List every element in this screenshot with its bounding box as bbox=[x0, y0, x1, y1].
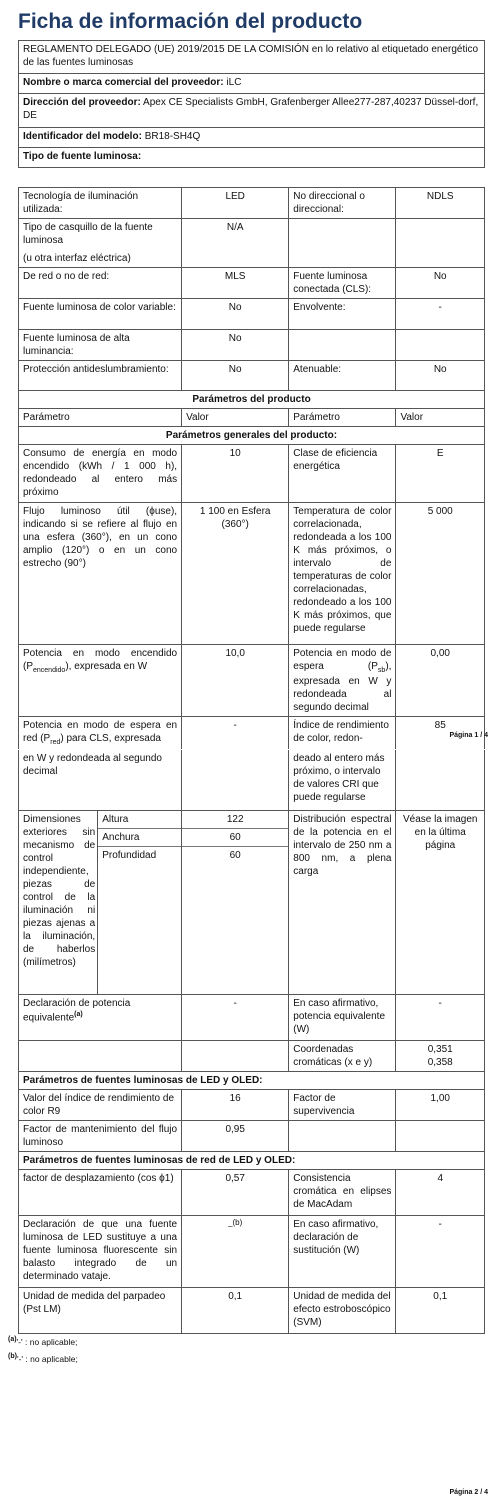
continued-value bbox=[396, 750, 485, 810]
source-label: Envolvente: bbox=[289, 298, 396, 329]
mains-param-value: - bbox=[396, 1215, 485, 1287]
dimension-value: 60 bbox=[182, 828, 288, 844]
regulation-intro: REGLAMENTO DELEGADO (UE) 2019/2015 DE LA COMISIÓN en lo relativo al etiquetado energético de las fuentes luminosas bbox=[19, 41, 485, 74]
source-label: Tecnología de iluminación utilizada: bbox=[19, 188, 182, 219]
source-label: De red o no de red: bbox=[19, 267, 182, 298]
source-value: LED bbox=[182, 188, 289, 219]
source-label bbox=[289, 329, 396, 360]
product-params-heading: Parámetros del producto bbox=[19, 390, 485, 408]
dimension-name: Anchura bbox=[98, 828, 181, 844]
mains-param-label: factor de desplazamiento (cos ϕ1) bbox=[19, 1169, 182, 1215]
dimensions-label: Dimensiones exteriores sin mecanismo de control independiente, piezas de control de la iluminación ni piezas ajenas a la iluminación, de haberlos (milímetros) bbox=[19, 810, 98, 994]
led-param-value bbox=[396, 1120, 485, 1151]
equivalent-power-w-label: En caso afirmativo, potencia equivalente (W) bbox=[289, 994, 396, 1040]
mains-param-value: 0,57 bbox=[182, 1169, 289, 1215]
general-param-label: Temperatura de color correlacionada, redondeada a los 100 K más próximos, o intervalo de temperaturas de color correlacionadas, redondeado a los 100 K más próximos, que puede regularse bbox=[289, 502, 396, 644]
source-value: N/A bbox=[182, 219, 289, 250]
supplier-address-label: Dirección del proveedor: bbox=[23, 97, 141, 108]
mains-param-value: 4 bbox=[396, 1169, 485, 1215]
source-value bbox=[182, 250, 289, 268]
dimension-name: Altura bbox=[102, 813, 129, 825]
dimension-value: 122 bbox=[226, 813, 244, 825]
general-param-label: Potencia en modo encendido $(P_{encendido})$, expresada en W bbox=[19, 644, 182, 716]
param-col-header: Parámetro bbox=[289, 408, 396, 426]
source-type-table bbox=[18, 187, 485, 749]
mains-param-label: Consistencia cromática en elipses de MacAdam bbox=[289, 1169, 396, 1215]
source-label: No direccional o direccional: bbox=[289, 188, 396, 219]
led-param-label: Valor del índice de rendimiento de color R9 bbox=[19, 1089, 182, 1120]
led-params-heading: Parámetros de fuentes luminosas de LED y OLED: bbox=[19, 1071, 485, 1089]
equivalent-power-w-value: - bbox=[396, 994, 485, 1040]
supplier-address-value: Apex CE Specialists GmbH, Grafenberger Allee277-287,40237 Düssel-dorf, DE bbox=[23, 97, 479, 121]
general-param-value: 5 000 bbox=[396, 502, 485, 644]
model-id-label: Identificador del modelo: bbox=[23, 131, 142, 142]
source-value: NDLS bbox=[396, 188, 485, 219]
page-number: Página 1 / 4 bbox=[449, 732, 488, 739]
page-1 bbox=[0, 0, 500, 745]
footnote-b: $^{(b)}$'-' : no aplicable; bbox=[8, 1353, 78, 1364]
value-col-header: Valor bbox=[182, 408, 289, 426]
general-param-label: Potencia en modo de espera en red $(P_{red})$ para CLS, expresada bbox=[19, 716, 182, 749]
supplier-address-row bbox=[19, 94, 485, 128]
page-number: Página 2 / 4 bbox=[449, 1489, 488, 1496]
source-label bbox=[289, 250, 396, 268]
model-id-value: BR18-SH4Q bbox=[144, 131, 201, 142]
led-param-value: 1,00 bbox=[396, 1089, 485, 1120]
dimension-name: Profundidad bbox=[98, 846, 181, 862]
general-param-label: Índice de rendimiento de color, redon- bbox=[289, 716, 396, 749]
supplier-name-value: iLC bbox=[226, 77, 242, 88]
led-param-value: 16 bbox=[182, 1089, 289, 1120]
general-param-value: 10,0 bbox=[182, 644, 289, 716]
continued-label: en W y redondeada al segundo decimal bbox=[19, 750, 182, 810]
source-value: - bbox=[396, 298, 485, 329]
led-param-label bbox=[289, 1120, 396, 1151]
chromaticity-label: Coordenadas cromáticas (x e y) bbox=[289, 1040, 396, 1071]
mains-param-label: En caso afirmativo, declaración de sustitución (W) bbox=[289, 1215, 396, 1287]
source-value: No bbox=[182, 360, 289, 390]
source-value: No bbox=[182, 329, 289, 360]
general-param-value: 85 bbox=[396, 716, 485, 749]
empty-cell bbox=[182, 1040, 289, 1071]
general-param-value: - bbox=[182, 716, 289, 749]
equivalent-power-label: Declaración de potencia equivalente$^{(a)}$ bbox=[19, 994, 182, 1040]
source-value: No bbox=[396, 360, 485, 390]
source-label: Fuente luminosa de alta luminancia: bbox=[19, 329, 182, 360]
source-type-heading: Tipo de fuente luminosa: bbox=[19, 148, 485, 168]
general-param-value: 10 bbox=[182, 444, 289, 502]
source-label: (u otra interfaz eléctrica) bbox=[19, 250, 182, 268]
continued-table bbox=[18, 750, 485, 1334]
general-param-value: 1 100 en Esfera (360°) bbox=[182, 502, 289, 644]
source-label: Atenuable: bbox=[289, 360, 396, 390]
source-label: Tipo de casquillo de la fuente luminosa bbox=[19, 219, 182, 250]
mains-param-label: Unidad de medida del efecto estroboscópico (SVM) bbox=[289, 1287, 396, 1333]
general-param-label: Potencia en modo de espera $(P_{sb})$, expresada en W y redondeada al segundo decimal bbox=[289, 644, 396, 716]
source-label: Fuente luminosa conectada (CLS): bbox=[289, 267, 396, 298]
dimension-value: 60 bbox=[182, 846, 288, 862]
continued-value bbox=[182, 750, 289, 810]
param-col-header: Parámetro bbox=[19, 408, 182, 426]
value-col-header: Valor bbox=[396, 408, 485, 426]
continued-label: deado al entero más próximo, o intervalo de valores CRI que puede regularse bbox=[289, 750, 396, 810]
source-value bbox=[396, 329, 485, 360]
led-param-label: Factor de mantenimiento del flujo luminoso bbox=[19, 1120, 182, 1151]
footnote-a: $^{(a)}$'-' : no aplicable; bbox=[8, 1336, 78, 1347]
supplier-name-row bbox=[19, 74, 485, 94]
mains-param-label: Unidad de medida del parpadeo (Pst LM) bbox=[19, 1287, 182, 1333]
page-title: Ficha de información del producto bbox=[18, 10, 363, 33]
spectral-distribution-label: Distribución espectral de la potencia en el intervalo de 250 nm a 800 nm, a plena carga bbox=[289, 810, 396, 994]
model-id-row bbox=[19, 128, 485, 148]
source-value bbox=[396, 219, 485, 250]
source-label bbox=[289, 219, 396, 250]
led-param-value: 0,95 bbox=[182, 1120, 289, 1151]
supplier-name-label: Nombre o marca comercial del proveedor: bbox=[23, 77, 224, 88]
mains-param-label: Declaración de que una fuente luminosa de LED sustituye a una fuente luminosa fluorescente sin balasto integrado de un determinado vataje. bbox=[19, 1215, 182, 1287]
source-value: No bbox=[182, 298, 289, 329]
empty-cell bbox=[19, 1040, 182, 1071]
source-value bbox=[396, 250, 485, 268]
general-param-label: Consumo de energía en modo encendido (kWh / 1 000 h), redondeado al entero más próximo bbox=[19, 444, 182, 502]
page-2 bbox=[0, 750, 500, 1500]
spectral-distribution-value: Véase la imagen en la última página bbox=[396, 810, 485, 994]
dimensions-values bbox=[182, 810, 289, 994]
source-value: MLS bbox=[182, 267, 289, 298]
led-param-label: Factor de supervivencia bbox=[289, 1089, 396, 1120]
header-table bbox=[18, 40, 485, 168]
general-param-value: E bbox=[396, 444, 485, 502]
mains-param-value: 0,1 bbox=[396, 1287, 485, 1333]
general-param-label: Flujo luminoso útil (ϕuse), indicando si se refiere al flujo en una esfera (360°), en un cono amplio (120°) o en un cono estrecho (90°) bbox=[19, 502, 182, 644]
source-label: Protección antideslumbramiento: bbox=[19, 360, 182, 390]
general-param-label: Clase de eficiencia energética bbox=[289, 444, 396, 502]
dimensions-names bbox=[98, 810, 182, 994]
source-value: No bbox=[396, 267, 485, 298]
mains-param-value: _(b) bbox=[182, 1215, 289, 1287]
chromaticity-value: 0,351 0,358 bbox=[396, 1040, 485, 1071]
equivalent-power-value: - bbox=[182, 994, 289, 1040]
source-label: Fuente luminosa de color variable: bbox=[19, 298, 182, 329]
general-params-heading: Parámetros generales del producto: bbox=[19, 426, 485, 444]
mains-params-heading: Parámetros de fuentes luminosas de red de LED y OLED: bbox=[19, 1151, 485, 1169]
general-param-value: 0,00 bbox=[396, 644, 485, 716]
mains-param-value: 0,1 bbox=[182, 1287, 289, 1333]
